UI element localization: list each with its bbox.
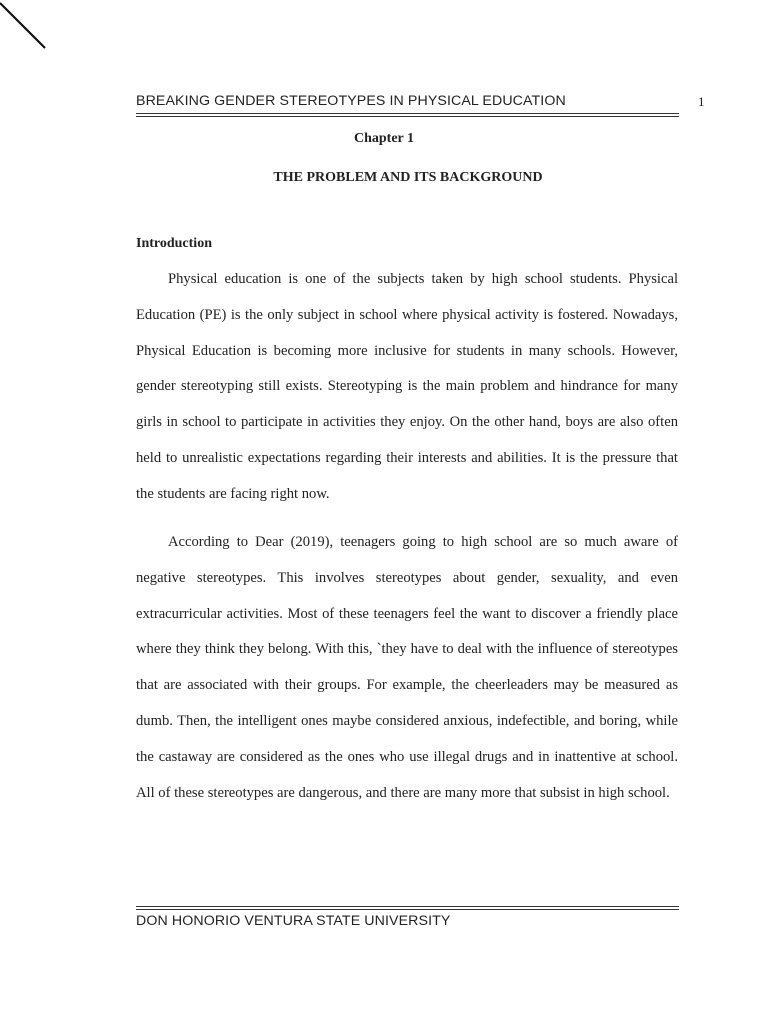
corner-fold-mark bbox=[0, 0, 50, 50]
chapter-title: THE PROBLEM AND ITS BACKGROUND bbox=[273, 170, 543, 185]
section-heading-introduction: Introduction bbox=[136, 236, 212, 251]
footer-institution: DON HONORIO VENTURA STATE UNIVERSITY bbox=[136, 913, 451, 929]
running-title: BREAKING GENDER STEREOTYPES IN PHYSICAL EDUCATION bbox=[136, 93, 566, 109]
page-number: 1 bbox=[698, 94, 705, 109]
header-rule bbox=[136, 113, 679, 114]
page-header bbox=[136, 93, 706, 113]
body-paragraph: Physical education is one of the subjects taken by high school students. Physical Education (PE) is the only subject in school where physical activity is fostered. Nowadays, Physical Education is becoming more inclusive for students in many schools. However, gender stereotyping still exists. Stereotyping is the main problem and hindrance for many girls in school to participate in activities they enjoy. On the other hand, boys are also often held to unrealistic expectations regarding their interests and abilities. It is the pressure that the students are facing right now. bbox=[136, 271, 678, 502]
chapter-label: Chapter 1 bbox=[353, 131, 415, 146]
body-paragraph: According to Dear (2019), teenagers going to high school are so much aware of negative stereotypes. This involves stereotypes about gender, sexuality, and even extracurricular activities. Most of these teenagers feel the want to discover a friendly place where they think they belong. With this, `they have to deal with the influence of stereotypes that are associated with their groups. For example, the cheerleaders may be measured as dumb. Then, the intelligent ones maybe considered anxious, indefectible, and boring, while the castaway are considered as the ones who use illegal drugs and in inattentive at school. All of these stereotypes are dangerous, and there are many more that subsist in high school. bbox=[136, 534, 678, 801]
footer-rule bbox=[136, 906, 679, 907]
